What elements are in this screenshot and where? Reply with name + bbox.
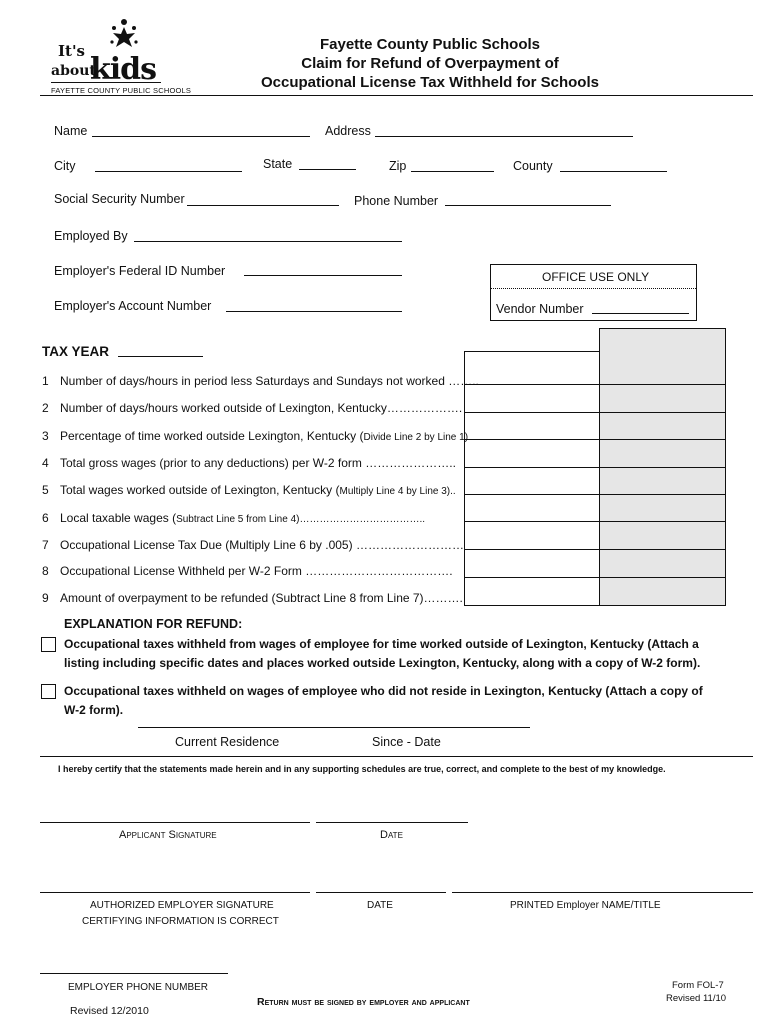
city-label: City [54,159,76,173]
ssn-field[interactable] [187,205,339,206]
state-field[interactable] [299,169,356,170]
vendor-number-label: Vendor Number [496,302,584,316]
certify-divider [40,756,753,757]
employer-phone-label: EMPLOYER PHONE NUMBER [68,982,209,993]
logo-about: about [51,63,96,79]
form-title-line2: Claim for Refund of Overpayment of [301,55,559,72]
phone-label: Phone Number [354,194,439,208]
city-field[interactable] [95,171,242,172]
zip-field[interactable] [411,171,494,172]
employer-date-label: DATE [367,900,393,911]
applicant-date-label: Date [380,829,403,841]
county-label: County [513,159,553,173]
ssn-label: Social Security Number [54,192,185,206]
employed-by-label: Employed By [54,229,128,243]
name-label: Name [54,124,88,138]
address-field[interactable] [375,136,633,137]
address-label: Address [325,124,371,138]
zip-label: Zip [389,159,407,173]
explanation-heading: EXPLANATION FOR REFUND: [64,617,243,631]
account-number-label: Employer's Account Number [54,299,212,313]
form-number: Form FOL-7 [672,980,724,991]
employed-by-field[interactable] [134,241,402,242]
return-note: Return must be signed by employer and applicant [257,996,470,1008]
phone-field[interactable] [445,205,611,206]
option2-text-line2: W-2 form). [64,703,124,717]
revised-right: Revised 11/10 [666,993,727,1004]
account-number-field[interactable] [226,311,402,312]
logo-kids: kids [90,52,157,87]
option1-text-line1: Occupational taxes withheld from wages of employee for time worked outside of Lexington, Kentucky (Attach a [64,637,699,651]
revised-left: Revised 12/2010 [70,1005,149,1017]
county-field[interactable] [560,171,667,172]
option2-text-line1: Occupational taxes withheld on wages of employee who did not reside in Lexington, Kentucky (Attach a copy of [64,684,703,698]
option1-text-line2: listing including specific dates and places worked outside Lexington, Kentucky, along with a copy of W-2 form). [64,656,701,670]
printed-name-label: PRINTED Employer NAME/TITLE [510,900,661,911]
applicant-signature-field[interactable] [40,822,310,823]
federal-id-label: Employer's Federal ID Number [54,264,226,278]
employer-signature-label-2: CERTIFYING INFORMATION IS CORRECT [82,916,279,927]
employer-signature-label-1: AUTHORIZED EMPLOYER SIGNATURE [90,900,274,911]
office-use-title: OFFICE USE ONLY [542,270,650,284]
applicant-date-field[interactable] [316,822,468,823]
residence-field[interactable] [138,727,530,728]
printed-name-field[interactable] [452,892,753,893]
employer-date-field[interactable] [316,892,446,893]
current-residence-label: Current Residence [175,735,280,749]
state-label: State [263,157,293,171]
star-people-icon [108,18,140,52]
header-divider [40,95,753,96]
form-title-line3: Occupational License Tax Withheld for Schools [261,74,599,91]
logo-its: It's [58,42,85,60]
applicant-signature-label: Applicant Signature [119,829,217,841]
employer-phone-field[interactable] [40,973,228,974]
option1-checkbox[interactable] [41,637,56,652]
since-date-label: Since - Date [372,735,441,749]
tax-year-field[interactable] [118,356,203,357]
employer-signature-field[interactable] [40,892,310,893]
option2-checkbox[interactable] [41,684,56,699]
name-field[interactable] [92,136,310,137]
vendor-number-field[interactable] [592,313,689,314]
form-title-line1: Fayette County Public Schools [319,36,541,53]
amount-column [464,351,600,606]
federal-id-field[interactable] [244,275,402,276]
certify-statement: I hereby certify that the statements made herein and in any supporting schedules are true, correct, and complete to the best of my knowledge. [58,764,666,774]
tax-year-label: TAX YEAR [42,344,110,359]
logo-subtitle: FAYETTE COUNTY PUBLIC SCHOOLS [51,86,192,95]
